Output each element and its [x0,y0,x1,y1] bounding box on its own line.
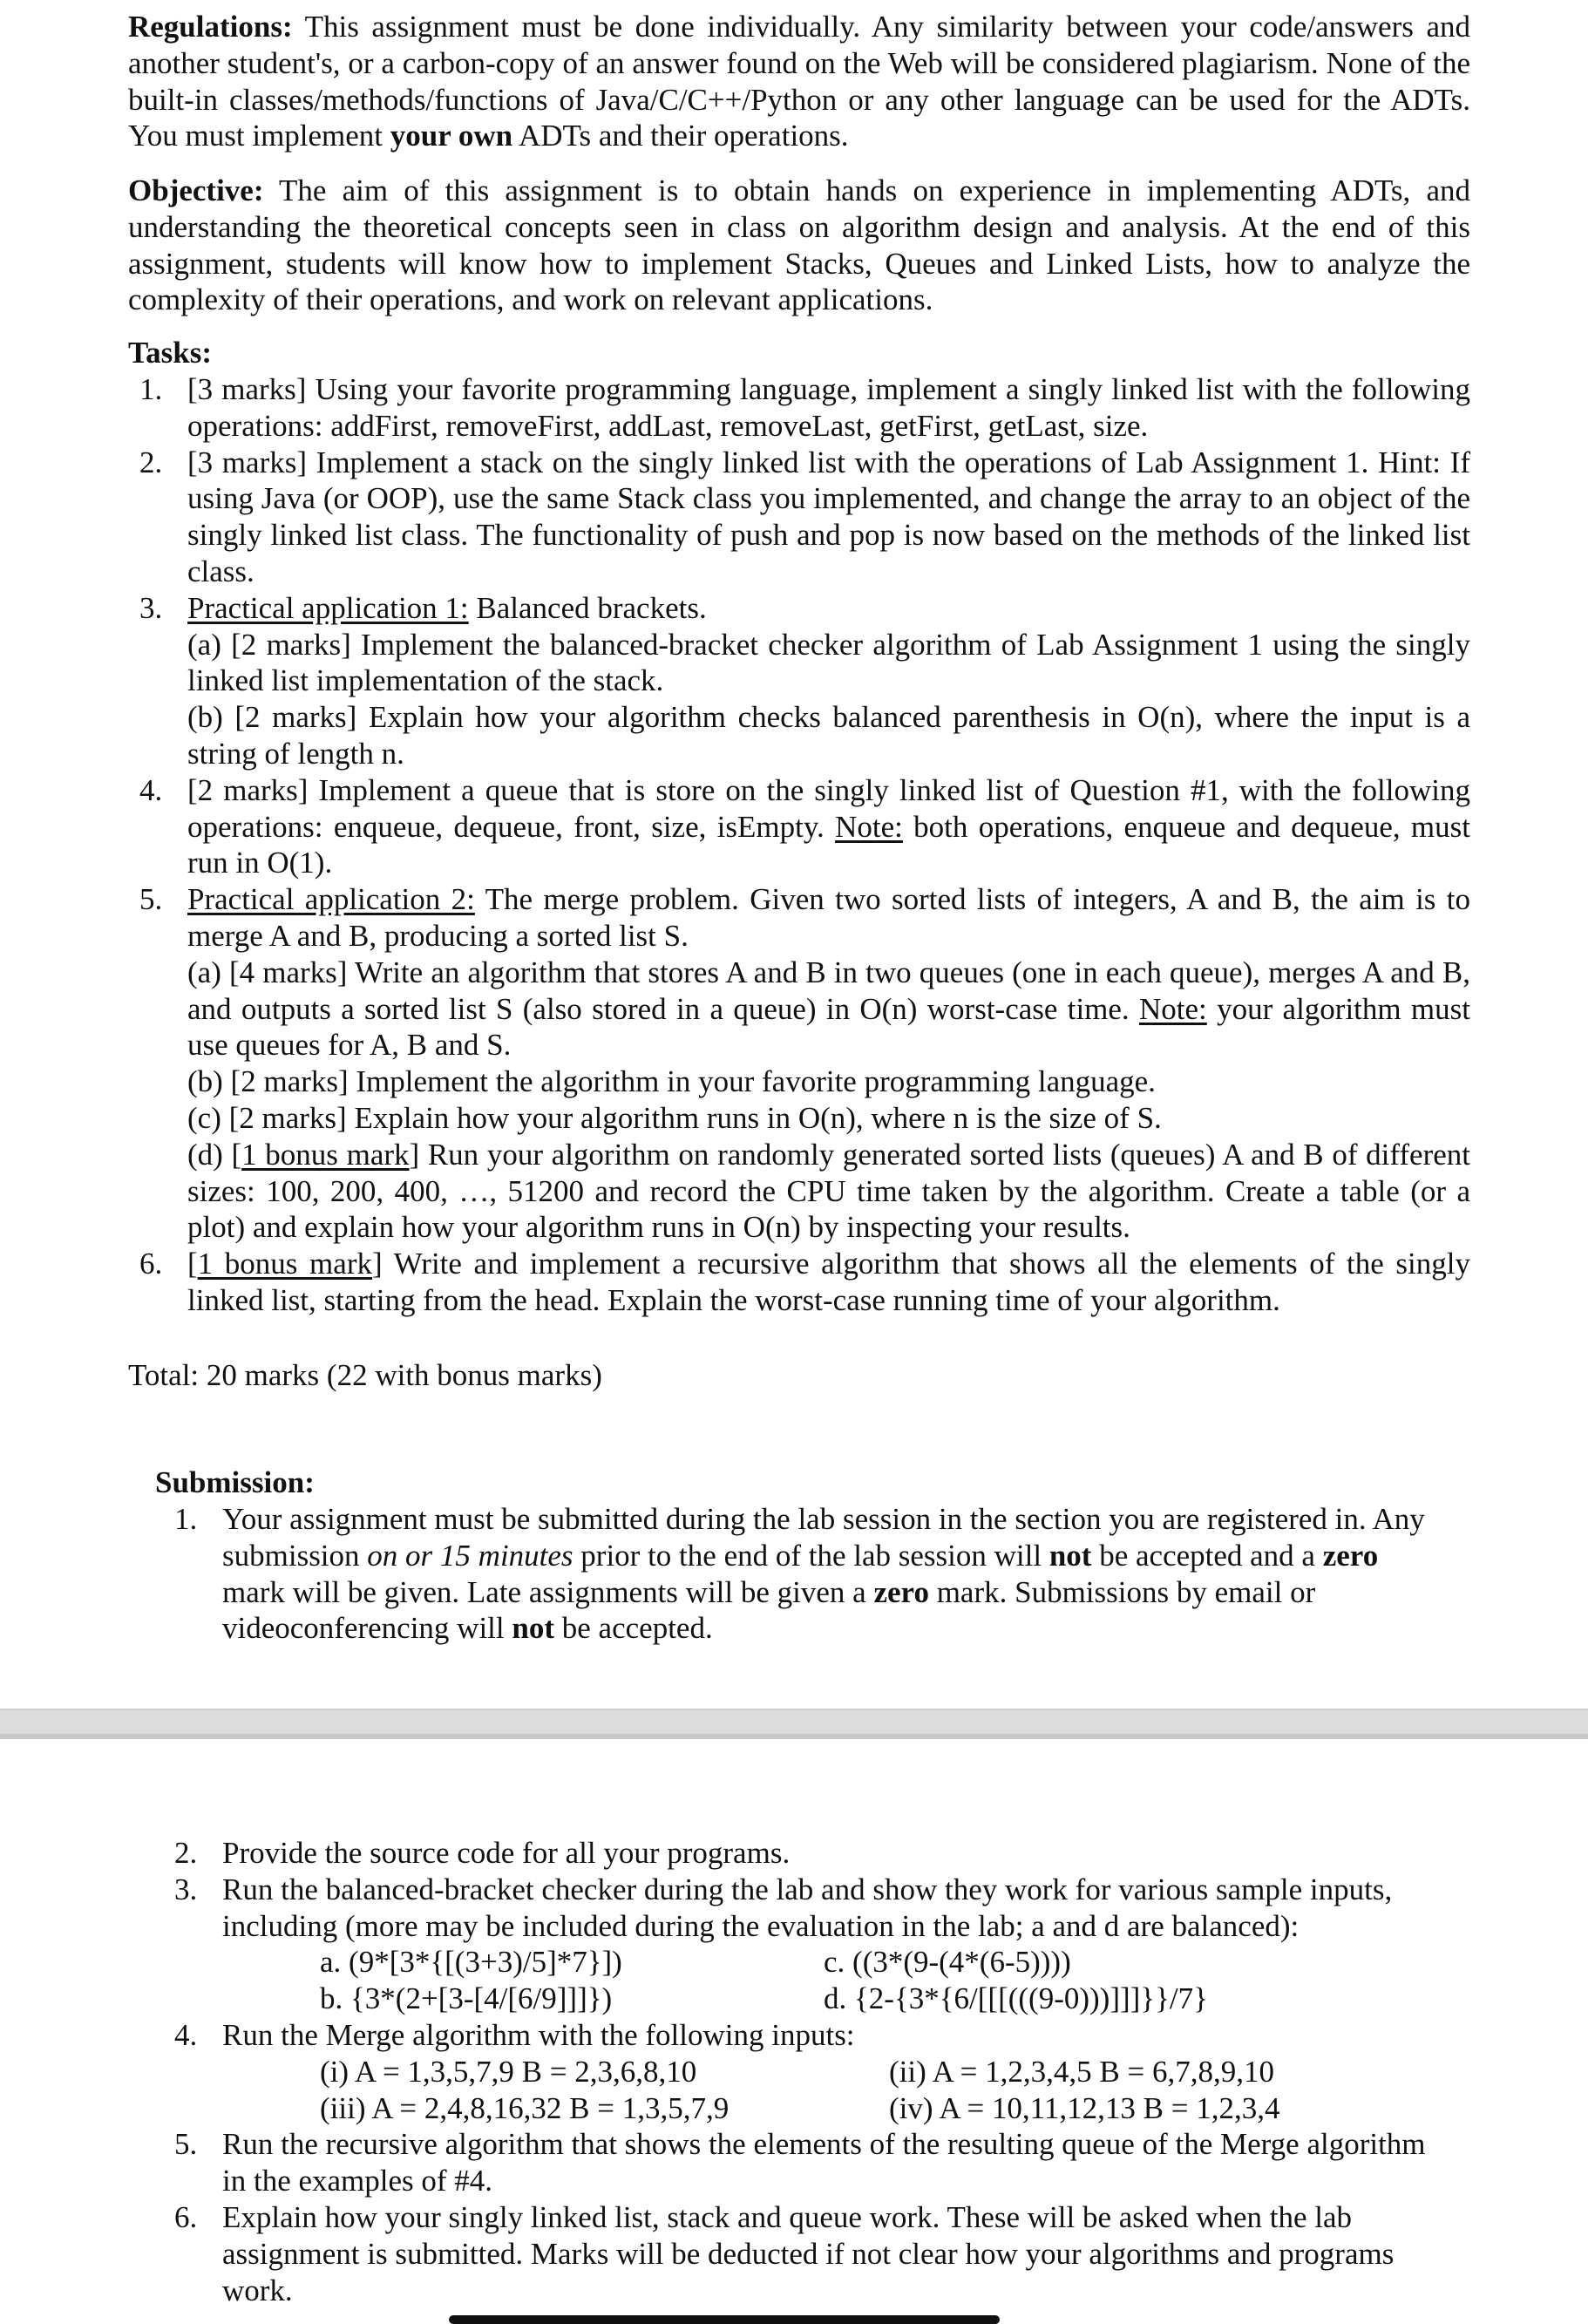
merge-input-iii: (iii) A = 2,4,8,16,32 B = 1,3,5,7,9 [320,2090,730,2125]
merge-input-ii: (ii) A = 1,2,3,4,5 B = 6,7,8,9,10 [889,2054,1274,2089]
bracket-examples-row-1 [222,1944,1447,1981]
objective-label: Objective: [128,173,264,207]
task-3b: (b) [2 marks] Explain how your algorithm checks balanced parenthesis in O(n), where the input is a string of length n. [187,700,1470,771]
task-3-underlined: Practical application 1: [187,590,469,625]
objective-text: The aim of this assignment is to obtain hands on experience in implementing ADTs, and understanding the theoretical concepts seen in class on algorithm design and analysis. At the end of this assignment, students will know how to implement Stacks, Queues and Linked Lists, how to analyze the complexity of their operations, and work on relevant applications. [128,173,1470,317]
tasks-list [139,371,1470,1319]
merge-input-i: (i) A = 1,3,5,7,9 B = 2,3,6,8,10 [320,2054,697,2089]
submission-item-1: 1. Your assignment must be submitted during the lab session in the section you are registered in. Any submission on or 15 minutes prior to the end of the lab session will not be accepted and a zero mark will be given. Late assignments will be given a zero mark. Submissions by email or videoconferencing will not be accepted. [174,1502,1425,1646]
submission-item-2: 2. Provide the source code for all your programs. [174,1836,791,1870]
regulations-label: Regulations: [128,10,293,44]
task-5: 5. Practical application 2: The merge problem. Given two sorted lists of integers, A and B, the aim is to merge A and B, producing a sorted list S. (a) [4 marks] Write an algorithm that stores A and B in two queues (one in each queue), merges A and B, and outputs a sorted list S (also stored in a queue) in O(n) worst-case time. Note: your algorithm must use queues for A, B and S. (b) [2 marks] Implement the algorithm in your favorite programming language. (c) [2 marks] Explain how your algorithm runs in O(n), where n is the size of S. (d) [1 bonus mark] Run your algorithm on randomly generated sorted lists (queues) A and B of different sizes: 100, 200, 400, …, 51200 and record the CPU time taken by the algorithm. Create a table (or a plot) and explain how your algorithm runs in O(n) by inspecting your results. [139,882,1470,1245]
task-6: 6. [1 bonus mark] Write and implement a recursive algorithm that shows all the elements of the singly linked list, starting from the head. Explain the worst-case running time of your algorithm. [139,1247,1470,1317]
bracket-example-d: d. {2-{3*{6/[[[(((9-0)))]]]}}/7} [824,1981,1208,2016]
task-5c: (c) [2 marks] Explain how your algorithm runs in O(n), where n is the size of S. [187,1100,1162,1135]
task-3: 3. Practical application 1: Balanced brackets. (a) [2 marks] Implement the balanced-bracket checker algorithm of Lab Assignment 1 using the singly linked list implementation of the stack. (b) [2 marks] Explain how your algorithm checks balanced parenthesis in O(n), where the input is a string of length n. [139,590,1470,771]
submission-item-3: 3. Run the balanced-bracket checker during the lab and show they work for various sample inputs, including (more may be included during the evaluation in the lab; a and d are balanced): a. (9*[3*{[(3+3)/5]*7}]) c. ((3*(9-(4*(6-5)))) b. {3*(2+[3-[4/[6/9]]]}) d. {2-{3*{6/[[[(((9-0)))]]]}}/7} [174,1872,1447,2017]
task-5b: (b) [2 marks] Implement the algorithm in your favorite programming language. [187,1064,1156,1099]
home-indicator-bar[interactable] [449,2315,1000,2324]
merge-inputs-row-2 [222,2090,1447,2127]
task-5a: (a) [4 marks] Write an algorithm that stores A and B in two queues (one in each queue), merges A and B, and outputs a sorted list S (also stored in a queue) in O(n) worst-case time. Note: your algorithm must use queues for A, B and S. [187,955,1470,1063]
submission-list-part1 [174,1501,1447,1647]
submission-item-5: 5. Run the recursive algorithm that shows the elements of the resulting queue of the Merge algorithm in the examples of #4. [174,2127,1426,2198]
task-5d: (d) [1 bonus mark] Run your algorithm on randomly generated sorted lists (queues) A and B of different sizes: 100, 200, 400, …, 51200 and record the CPU time taken by the algorithm. Create a table (or a plot) and explain how your algorithm runs in O(n) by inspecting your results. [187,1137,1470,1245]
total-marks: Total: 20 marks (22 with bonus marks) [128,1358,602,1392]
merge-inputs-row-1 [222,2054,1447,2090]
submission-item-6: 6. Explain how your singly linked list, stack and queue work. These will be asked when the lab assignment is submitted. Marks will be deducted if not clear how your algorithms and programs work. [174,2199,1395,2307]
bracket-example-a: a. (9*[3*{[(3+3)/5]*7}]) [320,1945,622,1980]
task-3a: (a) [2 marks] Implement the balanced-bracket checker algorithm of Lab Assignment 1 using the singly linked list implementation of the stack. [187,627,1470,698]
objective-paragraph [128,173,1470,318]
task-4: 4. [2 marks] Implement a queue that is store on the singly linked list of Question #1, with the following operations: enqueue, dequeue, front, size, isEmpty. Note: both operations, enqueue and dequeue, must run in O(1). [139,772,1470,880]
tasks-heading: Tasks: [128,336,212,370]
merge-input-iv: (iv) A = 10,11,12,13 B = 1,2,3,4 [889,2090,1280,2125]
task-2: 2. [3 marks] Implement a stack on the singly linked list with the operations of Lab Assignment 1. Hint: If using Java (or OOP), use the same Stack class you implemented, and change the array to an object of the singly linked list class. The functionality of push and pop is now based on the methods of the linked list class. [139,445,1470,588]
task-5-underlined: Practical application 2: [187,882,475,917]
regulations-bold: your own [390,119,513,153]
bracket-examples-row-2 [222,1981,1447,2017]
bracket-example-b: b. {3*(2+[3-[4/[6/9]]]}) [320,1981,613,2016]
regulations-paragraph [128,9,1470,154]
document-page-2 [0,1739,1588,2321]
submission-list-part2 [174,1835,1447,2308]
bracket-example-c: c. ((3*(9-(4*(6-5)))) [824,1945,1071,1980]
submission-item-4: 4. Run the Merge algorithm with the following inputs: (i) A = 1,3,5,7,9 B = 2,3,6,8,10 (ii) A = 1,2,3,4,5 B = 6,7,8,9,10 (iii) A = 2,4,8,16,32 B = 1,3,5,7,9 (iv) A = 10,11,12,13 B = 1,2,3,4 [174,2017,1447,2126]
page-separator [0,1709,1588,1739]
regulations-text-end: ADTs and their operations. [512,119,849,153]
regulations-text: This assignment must be done individually. Any similarity between your code/answers and another student's, or a carbon-copy of an answer found on the Web will be considered plagiarism. None of the built-in classes/methods/functions of Java/C/C++/Python or any other language can be used for the ADTs. You must implement [128,10,1470,153]
submission-heading: Submission: [155,1465,315,1499]
task-1: 1. [3 marks] Using your favorite programming language, implement a singly linked list with the following operations: addFirst, removeFirst, addLast, removeLast, getFirst, getLast, size. [139,372,1470,443]
